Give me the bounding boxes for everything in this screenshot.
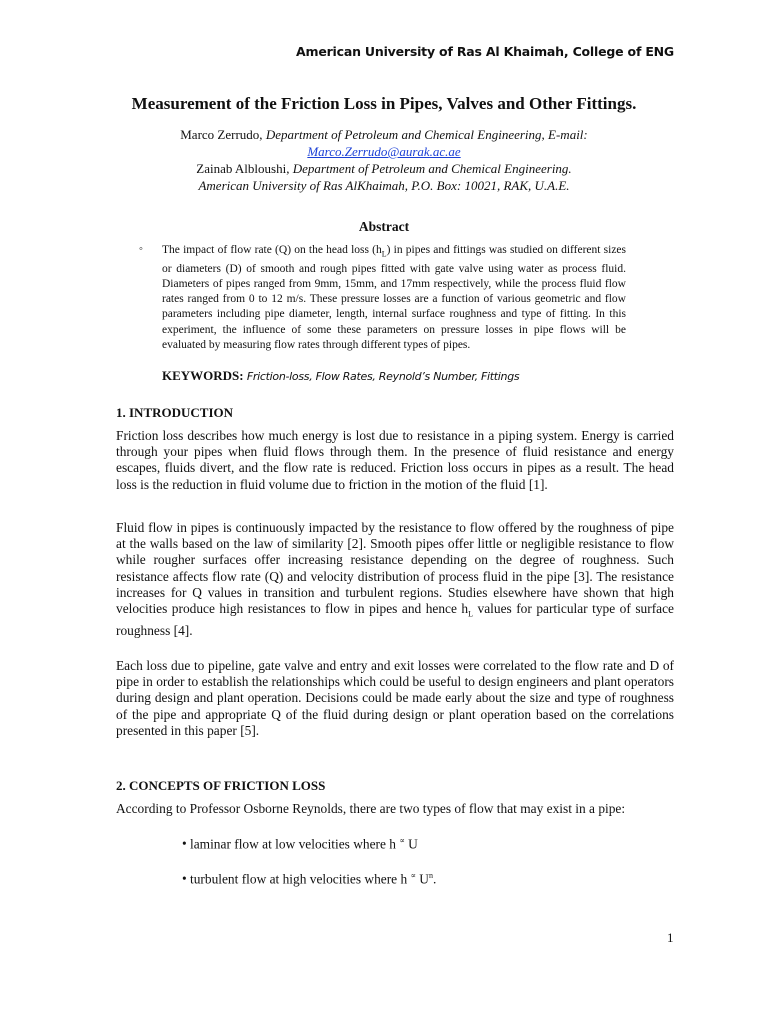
bullet-dot: • [182,836,187,851]
section1-paragraph2-post: values for particular type of surface roughness [4]. [116,601,674,638]
abstract-text-post: ) in pipes and fittings was studied on different sizes or diameters (D) of smooth and rough pipes fitted with gate valve using water as process fluid. Diameters of pipes ranged from 9mm, 15mm, and 17mm respectively, while the process fluid flow rates ranged from 0 to 12 m/s. These pressure losses are a function of various geometric and flow parameters including pipe diameter, length, internal surface roughness and type of fitting. In this experiment, the influence of some these parameters on pressure losses in pipe flows will be evaluated by measuring flow rates through different types of pipes. [162,244,627,352]
institution: American University of Ras AlKhaimah, P.O. Box: 10021, RAK, U.A.E. [198,178,570,193]
page-number: 1 [667,930,674,945]
section1-paragraph2-pre: Fluid flow in pipes is continuously impacted by the resistance to flow offered by the roughness of pipe at the walls based on the law of similarity [2]. Smooth pipes offer little or negligible resistance to flow while rougher surfaces offer increasing resistance depending on the degree of roughness. Such resistance affects flow rate (Q) and velocity distribution of process fluid in the pipe [3]. The resistance increases for Q values in transition and turbulent regions. Studies elsewhere have shown that high velocities produce high resistances to flow in pipes and hence h [116,520,674,617]
abstract-subscript: L [381,249,387,259]
list-item-laminar-post: U [404,836,418,852]
abstract-heading: Abstract [358,219,410,234]
proportional-symbol: ∝ [399,836,405,845]
author2-line [0,160,768,177]
keywords-line [162,368,519,384]
author1-affiliation: Department of Petroleum and Chemical Engineering, E-mail: [265,127,588,142]
author1-line [0,126,768,143]
section1-paragraph2 [116,520,674,639]
institution-line [0,177,768,194]
list-item-laminar [182,836,418,852]
list-item-turbulent [182,871,437,887]
abstract-text [162,243,626,353]
section2-paragraph1: According to Professor Osborne Reynolds, there are two types of flow that may exist in a pipe: [116,801,626,816]
author1-name: Marco Zerrudo, [180,127,263,142]
abstract-text-pre: The impact of flow rate (Q) on the head loss (h [162,244,382,256]
bullet-dot: • [182,871,187,886]
author1-email-line [0,143,768,160]
section2-heading: 2. CONCEPTS OF FRICTION LOSS [116,778,326,793]
section1-heading: 1. INTRODUCTION [116,405,234,420]
section1-paragraph2-subscript: L [468,609,474,619]
section1-paragraph1: Friction loss describes how much energy is lost due to resistance in a piping system. Energy is carried through your pipes when fluid flows through them. In the presence of fluid resistance and energy escapes, fluids divert, and the flow rate is reduced. Friction loss occurs in pipes as a result. The head loss is the reduction in fluid volume due to friction in the motion of the fluid [1]. [116,428,674,492]
list-item-turbulent-post: U [415,871,429,887]
proportional-symbol: ∝ [410,871,416,880]
list-item-laminar-pre: laminar flow at low velocities where h [190,836,400,852]
running-header: American University of Ras Al Khaimah, College of ENG [296,44,674,59]
keywords-label: KEYWORDS: [162,368,244,383]
paper-title: Measurement of the Friction Loss in Pipes, Valves and Other Fittings. [131,94,637,113]
author1-email-link[interactable]: Marco.Zerrudo@aurak.ac.ae [307,144,461,159]
author-block [0,126,768,194]
abstract-bullet: ◦ [139,243,143,255]
author2-name: Zainab Albloushi, [196,161,290,176]
keywords-text: Friction-loss, Flow Rates, Reynold’s Number, Fittings [246,370,520,383]
exponent-n: n [428,871,433,880]
list-item-turbulent-pre: turbulent flow at high velocities where h [190,871,411,887]
section1-paragraph3: Each loss due to pipeline, gate valve and entry and exit losses were correlated to the flow rate and D of pipe in order to establish the relationships which could be useful to design engineers and plant operators during design and plant operation. Decisions could be made early about the size and type of roughness of the pipe and appropriate Q of the fluid during design or plant operation based on the correlations presented in this paper [5]. [116,658,674,738]
list-item-turbulent-end: . [432,871,437,887]
author2-affiliation: Department of Petroleum and Chemical Engineering. [292,161,572,176]
